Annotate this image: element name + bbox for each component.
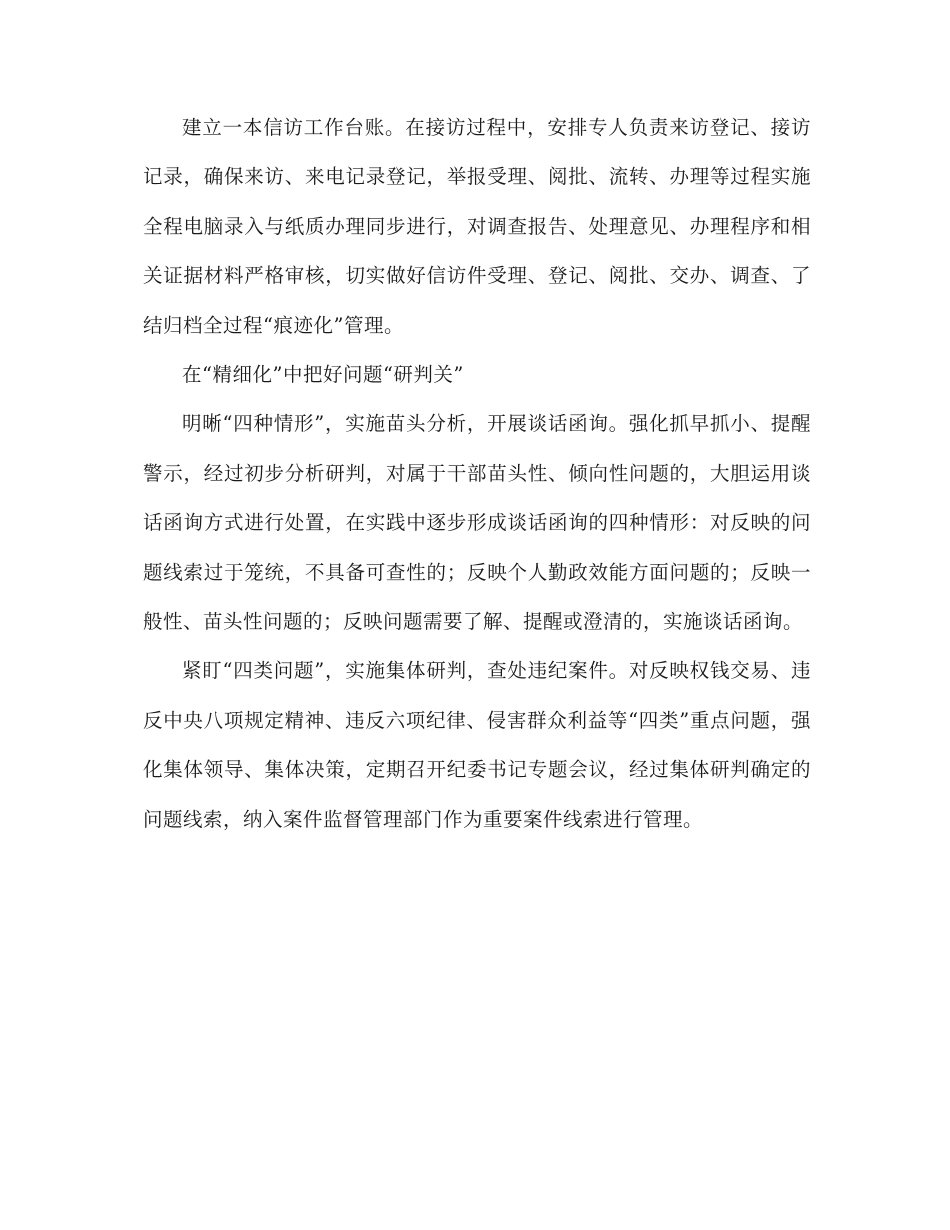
section-heading: 在“精细化”中把好问题“研判关” [182, 363, 464, 387]
paragraph-ledger: 建立一本信访工作台账。在接访过程中，安排专人负责来访登记、接访记录，确保来访、来电记录登记，举报受理、阅批、流转、办理等过程实施全程电脑录入与纸质办理同步进行，对调查报告、处理意见、办理程序和相关证据材料严格审核，切实做好信访件受理、登记、阅批、交办、调查、了结归档全过程“痕迹化”管理。 [143, 116, 811, 337]
paragraph-four-issues: 紧盯“四类问题”，实施集体研判，查处违纪案件。对反映权钱交易、违反中央八项规定精神、违反六项纪律、侵害群众利益等“四类”重点问题，强化集体领导、集体决策，定期召开纪委书记专题会议，经过集体研判确定的问题线索，纳入案件监督管理部门作为重要案件线索进行管理。 [143, 659, 811, 831]
document-body [143, 103, 811, 844]
paragraph-four-situations: 明晰“四种情形”，实施苗头分析，开展谈话函询。强化抓早抓小、提醒警示，经过初步分析研判，对属于干部苗头性、倾向性问题的，大胆运用谈话函询方式进行处置，在实践中逐步形成谈话函询的四种情形：对反映的问题线索过于笼统，不具备可查性的；反映个人勤政效能方面问题的；反映一般性、苗头性问题的；反映问题需要了解、提醒或澄清的，实施谈话函询。 [143, 412, 811, 634]
